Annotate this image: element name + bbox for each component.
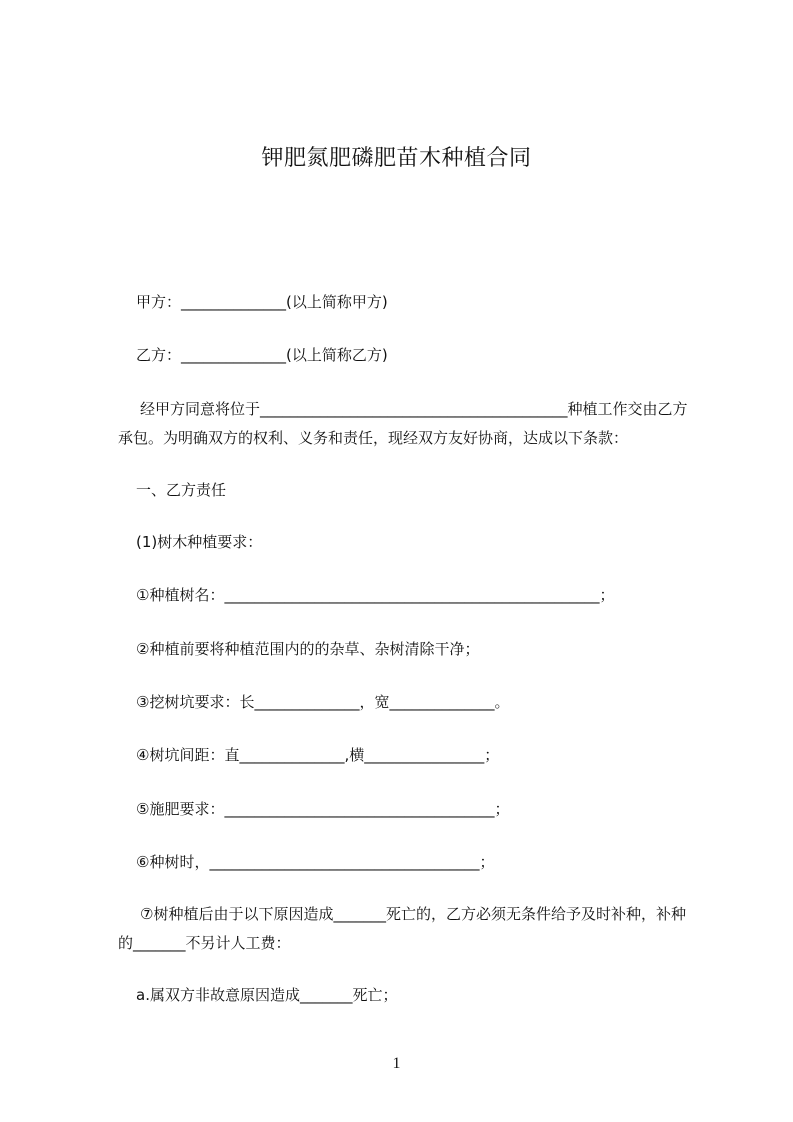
clause-replanting-text: ⑦树种植后由于以下原因造成_______死亡的，乙方必须无条件给予及时补种，补种的_______不另计人工费： [118, 905, 686, 952]
clause-planting: ⑥种树时，____________________________________； [136, 853, 495, 871]
clause-fertilizer: ⑤施肥要求：____________________________________； [136, 800, 510, 818]
clause-clear-weeds: ②种植前要将种植范围内的的杂草、杂树清除干净； [136, 640, 480, 658]
document-title: 钾肥氮肥磷肥苗木种植合同 [261, 146, 532, 171]
clause-pit-size: ③挖树坑要求：长______________，宽______________。 [136, 693, 510, 711]
clause-subitem-a: a.属双方非故意原因造成_______死亡； [136, 986, 398, 1004]
page-number: 1 [392, 1055, 401, 1072]
section-heading-party-b-duties: 一、乙方责任 [136, 481, 227, 499]
clause-tree-name: ①种植树名：__________________________________________________； [136, 586, 615, 604]
subsection-planting-requirements: (1)树木种植要求： [136, 533, 263, 551]
clause-pit-spacing: ④树坑间距：直______________,横________________； [136, 746, 500, 764]
intro-paragraph [118, 395, 688, 453]
intro-text: 经甲方同意将位于_________________________________________种植工作交由乙方承包。为明确双方的权利、义务和责任，现经双方友好协商，达成以下条款： [118, 400, 688, 447]
party-a-line: 甲方：______________(以上简称甲方) [136, 293, 388, 311]
clause-replanting-paragraph [118, 900, 688, 958]
party-b-line: 乙方：______________(以上简称乙方) [136, 346, 388, 364]
